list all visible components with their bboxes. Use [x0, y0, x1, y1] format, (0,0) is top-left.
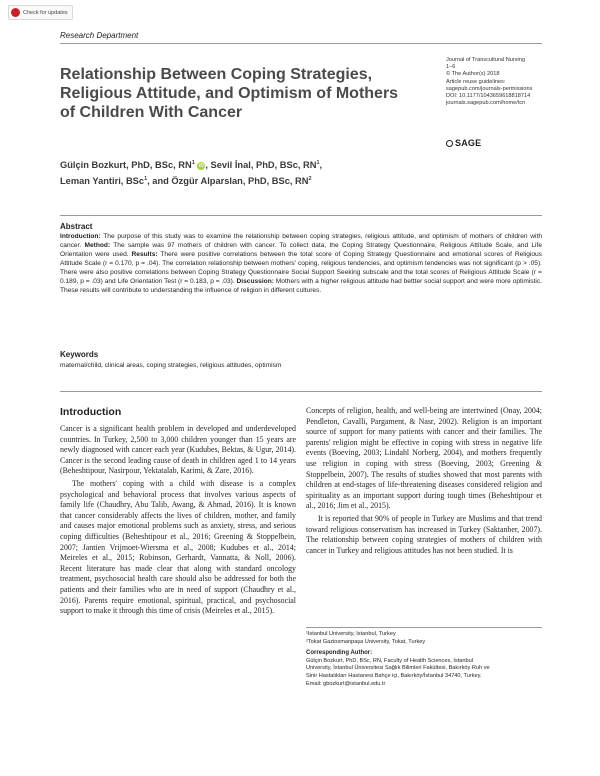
copyright: © The Author(s) 2018 [446, 71, 500, 78]
abstract-results-text: There were positive correlations between the total score of Coping Strategy Questionnaire and emotional scores of Religious Attitude Scale (r = 0.170, p = .04). The correlation relationship between mothers' coping, religious tendencies, and optimism tendencies was not significant (p > .05). There were also positive correlations between Coping Strategy Questionnaire Social Support Seeking subscale and the total scores of Religious Attitude Scale (r = 0.189, p = .03) and Life Orientation Test (r = 0.183, p = .03). [60, 251, 542, 285]
corresponding-author-email[interactable]: Email: gbozkurt@istanbul.edu.tr [306, 680, 386, 687]
affiliation-marker: 1 [144, 176, 148, 183]
abstract-text [60, 232, 542, 295]
body-column-left [60, 406, 296, 617]
body-paragraph: Concepts of religion, health, and well-being are intertwined (Onay, 2004; Pendleton, Cavalli, Pargament, & Nasr, 2002). Religion is an important source of support for many patients with cancer and their families. The parents' religion might be effective in coping with stress in negative life events (Boeving, 2003; Lindahl Norberg, 2004), and mothers frequently use religion in coping with stress (Boeving, 2003; Greening & Stoppelbein, 2007). The results of studies showed that most parents with children at end-stages of life-threatening diseases considered religion and spirituality as an important support during tough times (Beheshtipour et al., 2016; Jim et al., 2015). [306, 406, 542, 511]
author-name: , and Özgür Alparslan, PhD, BSc, RN [147, 176, 309, 187]
affiliation-marker: 2 [308, 176, 312, 183]
journal-info [446, 57, 556, 107]
affiliation-line: ¹Istanbul University, Istanbul, Turkey [306, 631, 396, 637]
crossmark-icon [11, 8, 20, 17]
keywords-text: maternal/child, clinical areas, coping strategies, religious attitudes, optimism [60, 362, 282, 369]
orcid-icon[interactable]: iD [198, 163, 204, 170]
abstract-section [60, 222, 542, 295]
corresponding-author-heading: Corresponding Author: [306, 650, 373, 657]
author-name: Leman Yantiri, BSc [60, 176, 145, 187]
corresponding-author-line: Gülçin Bozkurt, PhD, BSc, RN, Faculty of Health Sciences, Istanbul [306, 657, 473, 664]
permissions-link[interactable]: sagepub.com/journals-permissions [446, 85, 533, 92]
author-name: Gülçin Bozkurt, PhD, BSc, RN [60, 160, 192, 171]
affiliation-line: ²Tokat Gaziosmanpaşa University, Tokat, Turkey [306, 638, 426, 645]
abstract-discussion-text: Mothers with a higher religious attitude had bettter social support and were more optimistic. These results will contribute to understanding the influence of religion in different cultures. [60, 278, 542, 294]
publisher-logo [446, 138, 481, 148]
body-divider [60, 391, 542, 392]
footnote-divider [306, 627, 542, 628]
reuse-guidelines-label: Article reuse guidelines: [446, 78, 506, 85]
keywords-heading: Keywords [60, 350, 99, 359]
corresponding-author-line: Sinir Hastalıkları Hastanesi Bahçe içi, Bakırköy/İstanbul 34740, Turkey. [306, 672, 482, 679]
body-paragraph: Cancer is a significant health problem in developed and underdeveloped countries. In Turkey, 2,500 to 3,000 children younger than 15 years are newly diagnosed with cancer each year (Kudubes, Bektas, & Ugur, 2014). Cancer is the second leading cause of death in children aged 1 to 14 years (Beheshtipour, Nasirpour, Yektatalab, Karimi, & Zare, 2016). [60, 424, 296, 476]
crossmark-label: Check for updates [23, 9, 68, 16]
body-column-right [306, 406, 542, 556]
abstract-method-text: The sample was 97 mothers of children with cancer. To collect data, the Coping Strategy Questionnaire, Religious Attitude Scale, and Life Orientation were used. [60, 242, 543, 258]
section-label: Research Department [60, 31, 139, 40]
article-title: Relationship Between Coping Strategies, Religious Attitude, and Optimism of Mothers of Children With Cancer [60, 66, 399, 121]
introduction-heading: Introduction [60, 406, 122, 418]
footnotes [306, 631, 546, 688]
author-list [60, 156, 460, 188]
author-separator: , [319, 160, 323, 171]
sage-logo-icon [446, 140, 453, 147]
abstract-heading: Abstract [60, 222, 93, 231]
abstract-method-label: Method: [84, 242, 111, 249]
corresponding-author-line: University, İstanbul Üniversitesi Sağlık Bilimleri Fakültesi, Bakırköy Ruh ve [306, 665, 490, 672]
body-paragraph: The mothers' coping with a child with disease is a complex psychological and behavioral process that involves various aspects of family life (Chaudhry, Abu Talib, Awang, & Ahmad, 2016). It is known that cancer considerably affects the lives of children, mother, and family and causes major emotional problems such as anxiety, stress, and serious coping difficulties (Beheshtipour et al., 2016; Greening & Stoppelbein, 2007; Jantien Vrijmoet-Wiersma et al., 2008; Kudubes et al., 2014; Meireles et al., 2015; Robinson, Gerhardt, Vannatta, & Noll, 2006). Recent literature has made clear that along with standard oncology treatment, psychosocial health care should also be addressed for both the patients and their families who are in need of support (Chaudhry et al., 2016). Parents require emotional, spiritual, practical, and psychosocial support to make it through this time of crisis (Meireles et al., 2015). [60, 478, 296, 616]
journal-name: Journal of Transcultural Nursing [446, 57, 525, 63]
abstract-discussion-label: Discussion: [236, 278, 274, 285]
publisher-logo-text: SAGE [455, 138, 482, 148]
crossmark-badge[interactable] [8, 5, 73, 20]
abstract-results-label: Results: [131, 251, 158, 258]
affiliation-marker: 1 [316, 160, 320, 166]
author-line-2 [60, 172, 460, 188]
author-line-1 [60, 156, 460, 172]
keywords-section [60, 350, 542, 369]
affiliation-marker: 1 [191, 160, 195, 166]
top-divider [60, 43, 542, 44]
abstract-intro-text: The purpose of this study was to examine the relationship between coping strategies, religious attitude, and optimism of mothers of children with cancer. [60, 233, 542, 249]
author-name: , Sevil İnal, PhD, BSc, RN [205, 160, 317, 171]
abstract-intro-label: Introduction: [60, 233, 101, 240]
page-range: 1–6 [446, 64, 456, 71]
doi[interactable]: DOI: 10.1177/1043659618818714 [446, 93, 531, 100]
abstract-divider [60, 215, 542, 216]
journal-home-link[interactable]: journals.sagepub.com/home/tcn [446, 100, 526, 107]
body-paragraph: It is reported that 90% of people in Turkey are Muslims and that trend toward religious conservatism has increased in Turkey (Saktanber, 2007). The relationship between coping strategies of mothers of children with cancer in Turkey and religious attitudes has not been studied. It is [306, 513, 542, 555]
